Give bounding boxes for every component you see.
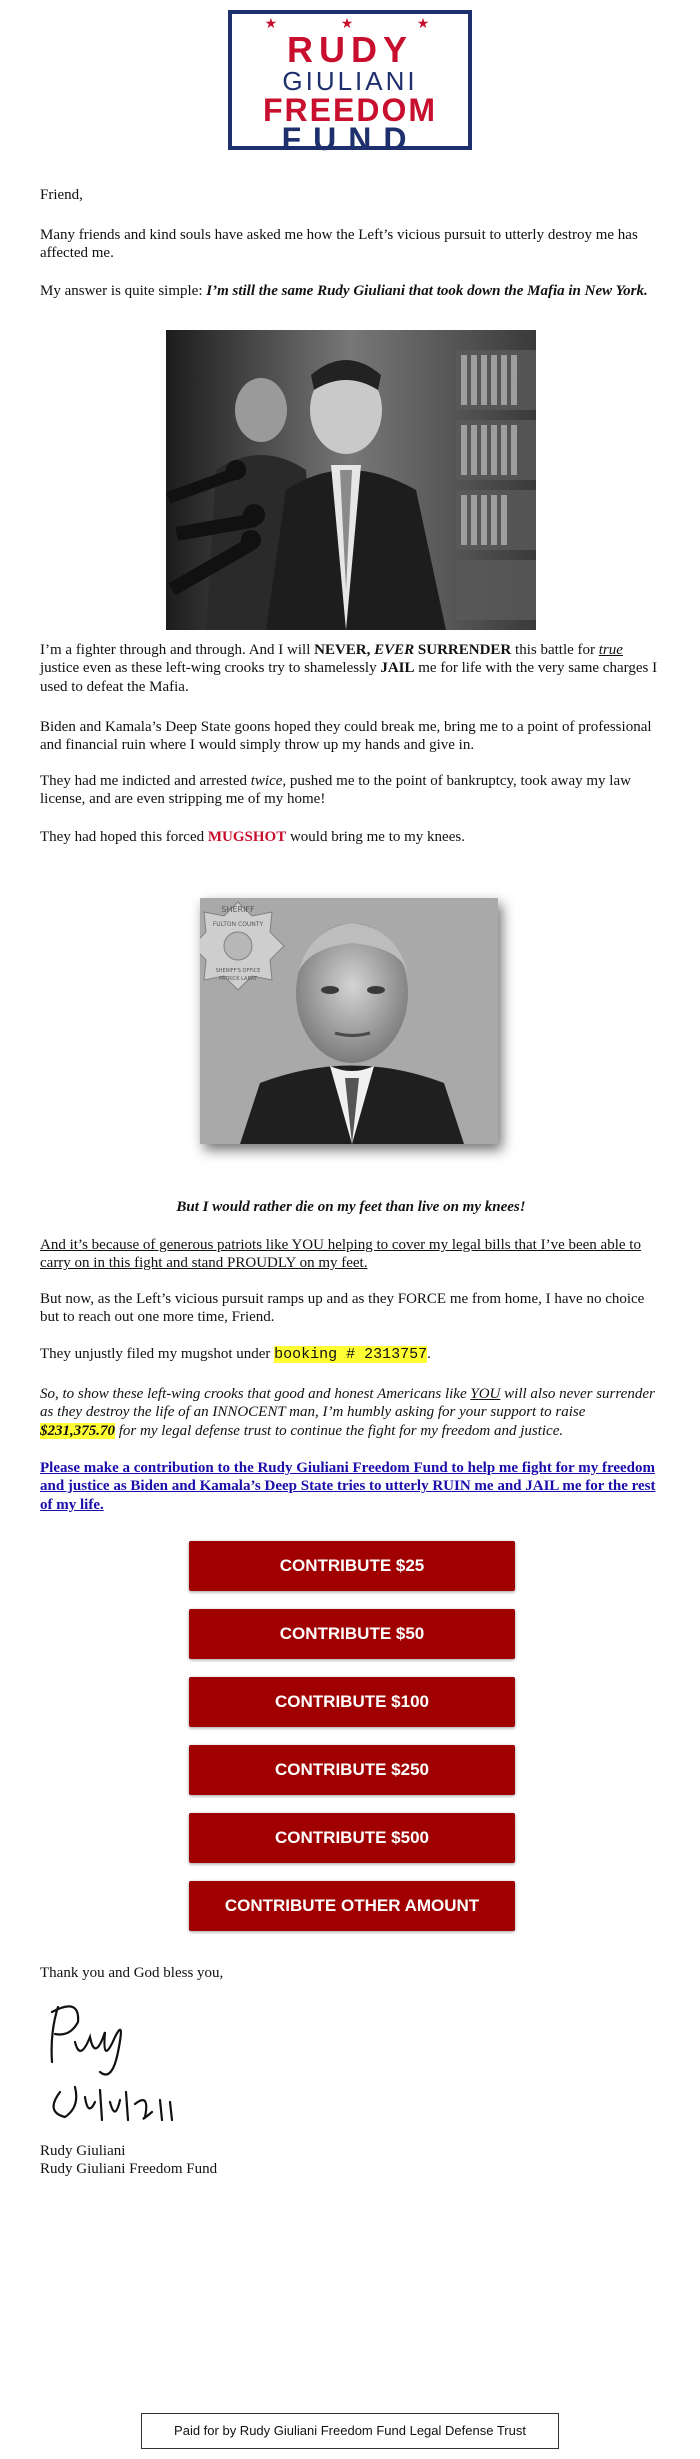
sheriff-badge	[200, 902, 284, 990]
logo-line-rudy: RUDY	[286, 29, 413, 70]
closing: Thank you and God bless you,	[40, 1965, 224, 1981]
badge-text-1: SHERIFF	[221, 905, 255, 914]
paragraph-5: They had me indicted and arrested twice, pushed me to the point of bankruptcy, took away my law license, and are even stripping me of my home!	[40, 773, 631, 808]
badge-text-2: FULTON COUNTY	[212, 921, 264, 928]
paragraph-1: Many friends and kind souls have asked me how the Left’s vicious pursuit to utterly destroy me has affected me.	[40, 227, 638, 262]
logo-line-fund: FUND	[281, 121, 419, 157]
contribute-50-button[interactable]: CONTRIBUTE $50	[189, 1609, 515, 1659]
logo-line-giuliani: GIULIANI	[282, 66, 418, 96]
signature	[40, 1992, 200, 2132]
contribute-500-button[interactable]: CONTRIBUTE $500	[189, 1813, 515, 1863]
contribution-link[interactable]: Please make a contribution to the Rudy Giuliani Freedom Fund to help me fight for my freedom and justice as Biden and Kamala’s Deep State tries to utterly RUIN me and JAIL me for the rest of my life.	[40, 1460, 656, 1513]
contribute-25-button[interactable]: CONTRIBUTE $25	[189, 1541, 515, 1591]
signer-name: Rudy Giuliani	[40, 2143, 126, 2159]
paragraph-2: My answer is quite simple: I’m still the same Rudy Giuliani that took down the Mafia in New York.	[40, 283, 648, 299]
quote: But I would rather die on my feet than live on my knees!	[176, 1199, 526, 1215]
paragraph-8: But now, as the Left’s vicious pursuit ramps up and as they FORCE me from home, I have no choice but to reach out one more time, Friend.	[40, 1291, 645, 1326]
paragraph-3: I’m a fighter through and through. And I will NEVER, EVER SURRENDER this battle for true justice even as these left-wing crooks try to shamelessly JAIL me for life with the very same charges I used to defeat the Mafia.	[40, 642, 658, 695]
paragraph-4: Biden and Kamala’s Deep State goons hoped they could break me, bring me to a point of professional and financial ruin where I would simply throw up my hands and give in.	[40, 719, 652, 754]
paragraph-7: And it’s because of generous patriots like YOU helping to cover my legal bills that I’ve been able to carry on in this fight and stand PROUDLY on my feet.	[40, 1237, 641, 1272]
badge-text-3: SHERIFF'S OFFICE	[215, 968, 261, 974]
paragraph-6: They had hoped this forced MUGSHOT would bring me to my knees.	[40, 829, 465, 845]
booking-number: booking # 2313757	[274, 1346, 428, 1363]
signer-organization: Rudy Giuliani Freedom Fund	[40, 2161, 218, 2177]
badge-text-4: PATRICK LABAT	[219, 976, 257, 982]
logo-line-freedom: FREEDOM	[263, 92, 437, 128]
contribute-other-amount-button[interactable]: CONTRIBUTE OTHER AMOUNT	[189, 1881, 515, 1931]
paid-for-by-disclaimer: Paid for by Rudy Giuliani Freedom Fund Legal Defense Trust	[141, 2413, 559, 2449]
goal-amount: $231,375.70	[40, 1422, 115, 1439]
contribute-250-button[interactable]: CONTRIBUTE $250	[189, 1745, 515, 1795]
paragraph-10: So, to show these left-wing crooks that good and honest Americans like YOU will also never surrender as they destroy the life of an INNOCENT man, I’m humbly asking for your support to raise $231,375.70 for my legal defense trust to continue the fight for my freedom and justice.	[40, 1386, 655, 1439]
mugshot-photo	[200, 898, 498, 1144]
greeting: Friend,	[40, 187, 83, 203]
contribute-100-button[interactable]: CONTRIBUTE $100	[189, 1677, 515, 1727]
press-photo	[166, 330, 536, 630]
paragraph-9: They unjustly filed my mugshot under booking # 2313757.	[40, 1346, 431, 1363]
logo-stars: ★ ★ ★	[264, 17, 460, 32]
fund-logo	[228, 10, 472, 157]
